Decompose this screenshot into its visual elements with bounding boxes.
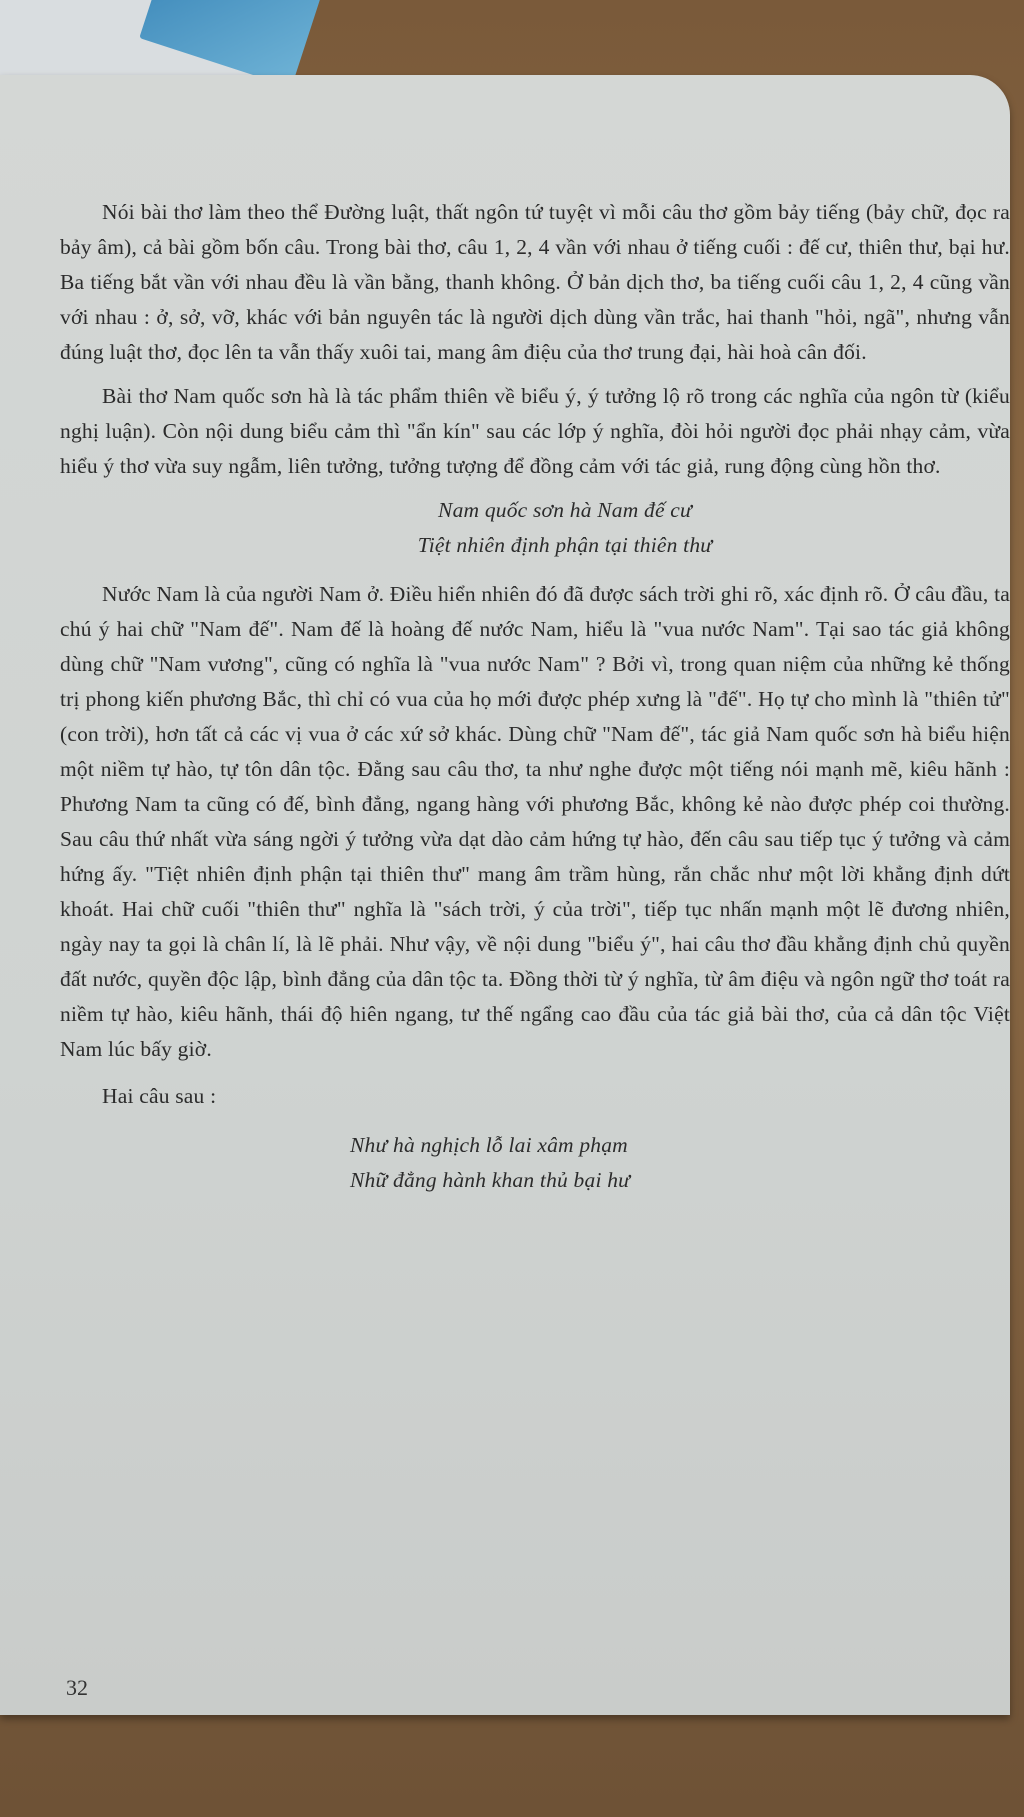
- book-page: [0, 75, 1010, 1715]
- verse-line: Nhữ đẳng hành khan thủ bại hư: [350, 1168, 631, 1192]
- page-number: 32: [66, 1675, 88, 1700]
- verse-line: Như hà nghịch lỗ lai xâm phạm: [350, 1133, 628, 1157]
- paragraph-3: Nước Nam là của người Nam ở. Điều hiển nhiên đó đã được sách trời ghi rõ, xác định rõ. Ở câu đầu, ta chú ý hai chữ "Nam đế". Nam đế là hoàng đế nước Nam, hiểu là "vua nước Nam". Tại sao tác giả không dùng chữ "Nam vương", cũng có nghĩa là "vua nước Nam" ? Bởi vì, trong quan niệm của những kẻ thống trị phong kiến phương Bắc, thì chỉ có vua của họ mới được phép xưng là "đế". Họ tự cho mình là "thiên tử" (con trời), hơn tất cả các vị vua ở các xứ sở khác. Dùng chữ "Nam đế", tác giả Nam quốc sơn hà biểu hiện một niềm tự hào, tự tôn dân tộc. Đằng sau câu thơ, ta như nghe được một tiếng nói mạnh mẽ, kiêu hãnh : Phương Nam ta cũng có đế, bình đẳng, ngang hàng với phương Bắc, không kẻ nào được phép coi thường. Sau câu thứ nhất vừa sáng ngời ý tưởng vừa dạt dào cảm hứng tự hào, đến câu sau tiếp tục ý tưởng và cảm hứng ấy. "Tiệt nhiên định phận tại thiên thư" mang âm trầm hùng, rắn chắc như một lời khẳng định dứt khoát. Hai chữ cuối "thiên thư" nghĩa là "sách trời, ý của trời", tiếp tục nhấn mạnh một lẽ đương nhiên, ngày nay ta gọi là chân lí, là lẽ phải. Như vậy, về nội dung "biểu ý", hai câu thơ đầu khẳng định chủ quyền đất nước, quyền độc lập, bình đẳng của dân tộc ta. Đồng thời từ ý nghĩa, từ âm điệu và ngôn ngữ thơ toát ra niềm tự hào, kiêu hãnh, thái độ hiên ngang, tư thế ngẩng cao đầu của tác giả bài thơ, của cả dân tộc Việt Nam lúc bấy giờ.: [60, 582, 1010, 1061]
- page-text: [60, 195, 1010, 1212]
- verse-block-1: [60, 493, 1010, 563]
- verse-line: Tiệt nhiên định phận tại thiên thư: [417, 533, 713, 557]
- paragraph-2: Bài thơ Nam quốc sơn hà là tác phẩm thiên về biểu ý, ý tưởng lộ rõ trong các nghĩa của ngôn từ (kiểu nghị luận). Còn nội dung biểu cảm thì "ẩn kín" sau các lớp ý nghĩa, đòi hỏi người đọc phải nhạy cảm, vừa hiểu ý thơ vừa suy ngẫm, liên tưởng, tưởng tượng để đồng cảm với tác giả, rung động cùng hồn thơ.: [60, 384, 1010, 478]
- section-label: Hai câu sau :: [102, 1084, 217, 1108]
- paragraph-1: Nói bài thơ làm theo thể Đường luật, thất ngôn tứ tuyệt vì mỗi câu thơ gồm bảy tiếng (bảy chữ, đọc ra bảy âm), cả bài gồm bốn câu. Trong bài thơ, câu 1, 2, 4 vần với nhau ở tiếng cuối : đế cư, thiên thư, bại hư. Ba tiếng bắt vần với nhau đều là vần bằng, thanh không. Ở bản dịch thơ, ba tiếng cuối câu 1, 2, 4 cũng vần với nhau : ở, sở, vỡ, khác với bản nguyên tác là người dịch dùng vần trắc, hai thanh "hỏi, ngã", nhưng vẫn đúng luật thơ, đọc lên ta vẫn thấy xuôi tai, mang âm điệu của thơ trung đại, hài hoà cân đối.: [60, 200, 1010, 364]
- verse-line: Nam quốc sơn hà Nam đế cư: [438, 498, 692, 522]
- verse-block-2: [60, 1128, 1010, 1198]
